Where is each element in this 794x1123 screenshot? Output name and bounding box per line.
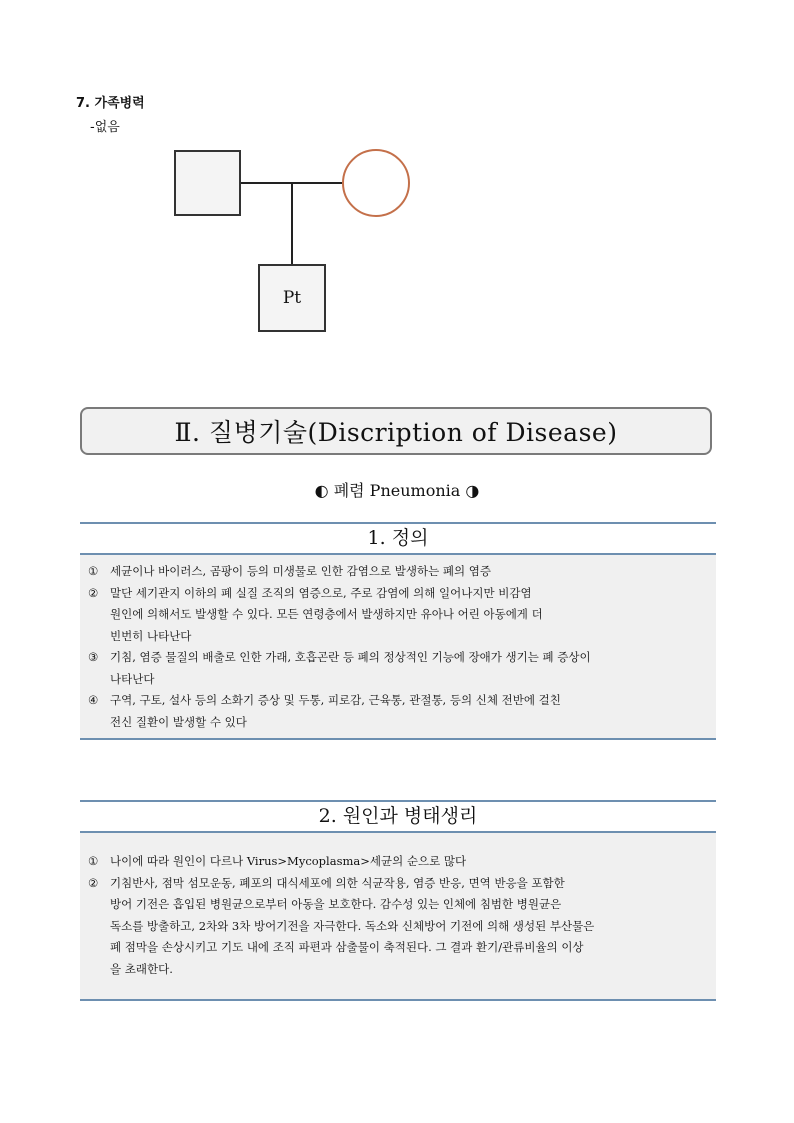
definition-item-line: 전신 질환이 발생할 수 있다 <box>110 714 247 729</box>
cause-section <box>80 800 716 1001</box>
pedigree-father-symbol <box>174 150 241 216</box>
cause-item-line: 독소를 방출하고, 2차와 3차 방어기전을 자극한다. 독소와 신체방어 기전에 의해 생성된 부산물은 <box>110 918 595 933</box>
definition-item-text <box>110 647 710 690</box>
definition-section <box>80 522 716 740</box>
definition-item-line: 기침, 염증 물질의 배출로 인한 가래, 호흡곤란 등 폐의 정상적인 기능에 장애가 생기는 폐 증상이 <box>110 650 591 664</box>
definition-item-text <box>110 583 710 648</box>
definition-heading: 1. 정의 <box>80 524 716 555</box>
pedigree-patient-symbol <box>258 264 326 332</box>
definition-item-text <box>110 690 710 733</box>
cause-item <box>88 851 710 873</box>
pedigree-patient-label: Pt <box>282 288 302 308</box>
definition-item-marker: ③ <box>88 650 99 664</box>
pedigree-descent-line <box>291 183 293 265</box>
cause-heading: 2. 원인과 병태생리 <box>80 802 716 833</box>
cause-item-text <box>110 851 710 873</box>
cause-body <box>80 833 716 986</box>
definition-item <box>88 583 710 648</box>
definition-body <box>80 555 716 739</box>
definition-item <box>88 647 710 690</box>
disease-title: ◐ 폐렴 Pneumonia ◑ <box>314 481 480 500</box>
definition-item <box>88 690 710 733</box>
cause-item-line: 폐 점막을 손상시키고 기도 내에 조직 파편과 삼출물이 축적된다. 그 결과 환기/관류비율의 이상 <box>110 940 584 954</box>
family-history-note: -없음 <box>90 120 120 135</box>
cause-item-marker: ① <box>88 854 99 868</box>
cause-item-line: 나이에 따라 원인이 다르나 Virus>Mycoplasma>세균의 순으로 많다 <box>110 854 467 868</box>
pedigree-mother-symbol <box>342 149 410 217</box>
definition-item-line: 빈번히 나타난다 <box>110 628 192 643</box>
cause-item-line: 기침반사, 점막 섬모운동, 폐포의 대식세포에 의한 식균작용, 염증 반응, 면역 반응을 포함한 <box>110 875 565 890</box>
definition-item-line: 나타난다 <box>110 671 155 686</box>
cause-item-line: 방어 기전은 흡입된 병원균으로부터 아동을 보호한다. 감수성 있는 인체에 침범한 병원균은 <box>110 897 562 911</box>
definition-item-line: 세균이나 바이러스, 곰팡이 등의 미생물로 인한 감염으로 발생하는 폐의 염증 <box>110 564 491 578</box>
cause-item-line: 을 초래한다. <box>110 961 173 976</box>
definition-item-marker: ④ <box>88 693 99 707</box>
definition-item-marker: ② <box>88 585 99 600</box>
cause-item-text <box>110 873 710 981</box>
cause-item <box>88 873 710 981</box>
family-history-title: 7. 가족병력 <box>76 96 145 111</box>
definition-item <box>88 561 710 583</box>
definition-item-line: 말단 세기관지 이하의 폐 실질 조직의 염증으로, 주로 감염에 의해 일어나지만 비감염 <box>110 585 532 600</box>
definition-item-marker: ① <box>88 564 99 578</box>
definition-item-text <box>110 561 710 583</box>
chapter-title: Ⅱ. 질병기술(Discription of Disease) <box>80 407 712 455</box>
cause-item-marker: ② <box>88 875 99 890</box>
definition-item-line: 구역, 구토, 설사 등의 소화기 증상 및 두통, 피로감, 근육통, 관절통, 등의 신체 전반에 걸친 <box>110 693 561 707</box>
definition-item-line: 원인에 의해서도 발생할 수 있다. 모든 연령층에서 발생하지만 유아나 어린 아동에게 더 <box>110 607 543 621</box>
